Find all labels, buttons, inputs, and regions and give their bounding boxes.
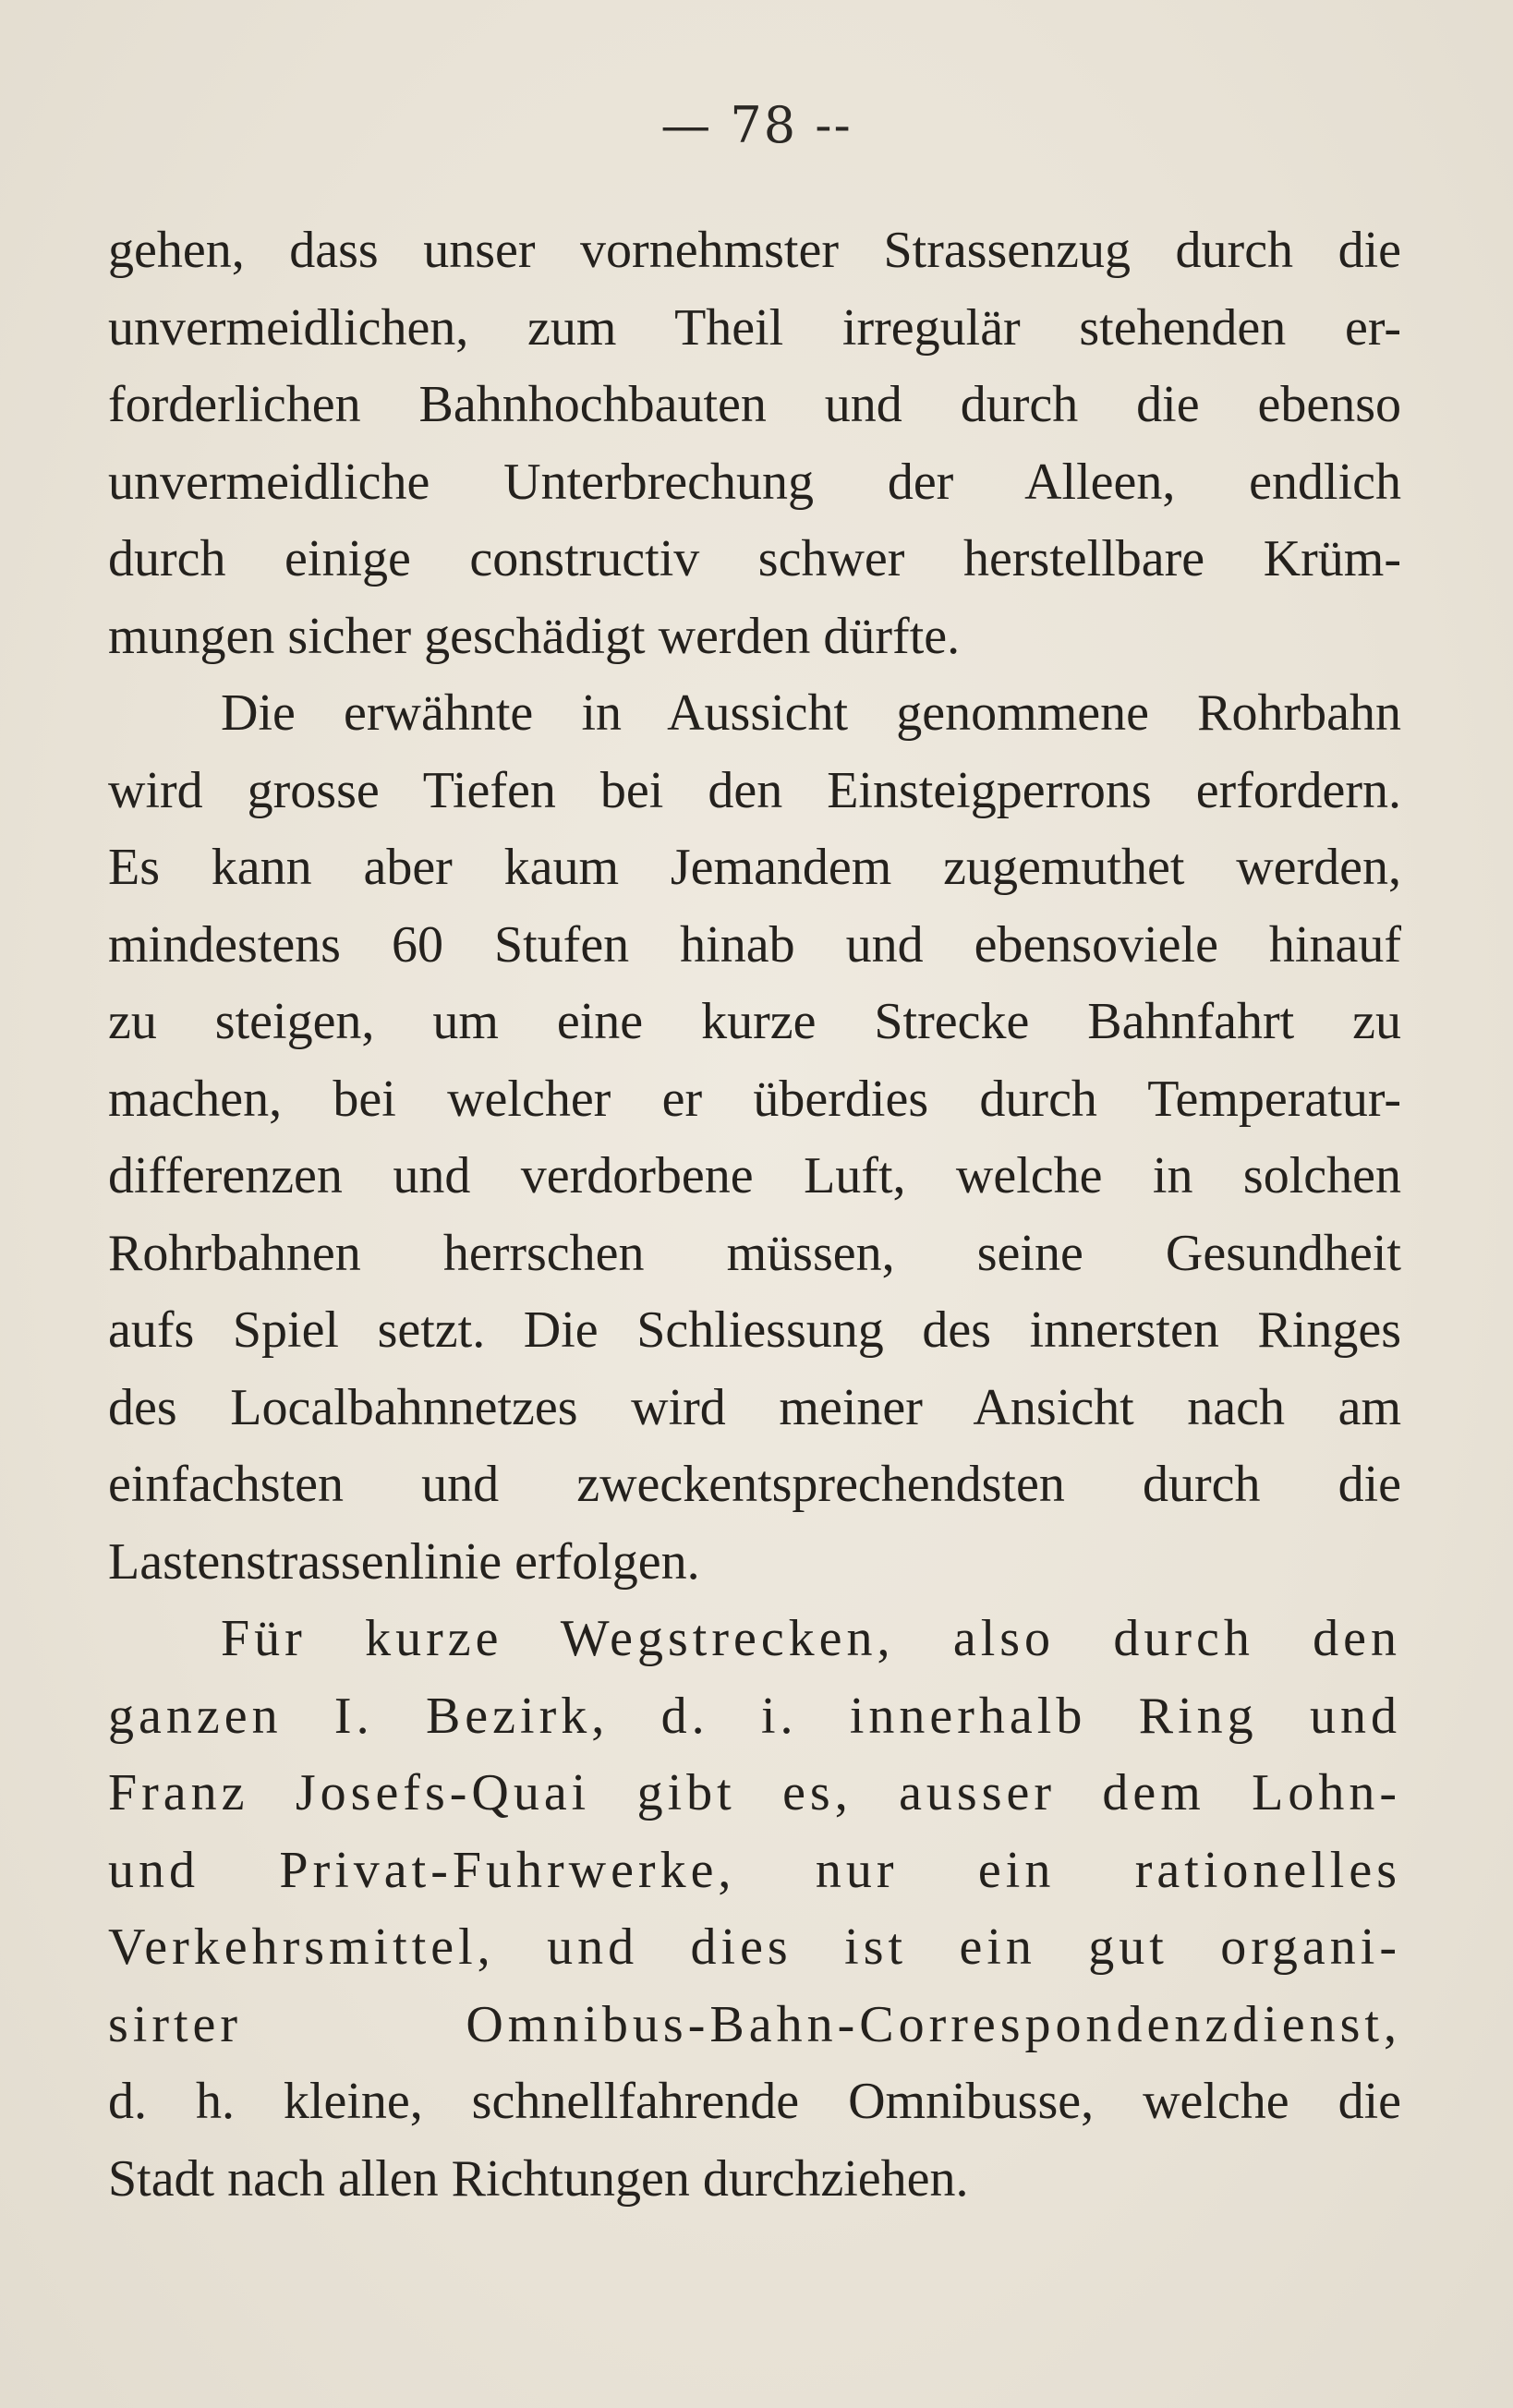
text-line: Stadt nach allen Richtungen durchziehen. bbox=[108, 2149, 969, 2208]
text-line: und Privat-Fuhrwerke, nur ein rationelles bbox=[108, 1841, 1401, 1899]
text-line: einfachsten und zweckentsprechendsten durch die bbox=[108, 1456, 1401, 1513]
text-line: forderlichen Bahnhochbauten und durch die ebenso bbox=[108, 376, 1401, 433]
text-line: differenzen und verdorbene Luft, welche in solchen bbox=[108, 1147, 1401, 1204]
text-line: sirter Omnibus-Bahn-Correspondenzdienst, bbox=[108, 1995, 1401, 2053]
text-line: Franz Josefs-Quai gibt es, ausser dem Lohn- bbox=[108, 1764, 1401, 1821]
page-number: — 78 -- bbox=[660, 96, 853, 154]
text-line: wird grosse Tiefen bei den Einsteigperrons erfordern. bbox=[108, 761, 1401, 819]
text-line: des Localbahnnetzes wird meiner Ansicht nach am bbox=[108, 1378, 1401, 1436]
text-line: mungen sicher geschädigt werden dürfte. bbox=[108, 607, 961, 665]
text-line: aufs Spiel setzt. Die Schliessung des innersten Ringes bbox=[108, 1301, 1401, 1359]
text-line: Es kann aber kaum Jemandem zugemuthet werden, bbox=[108, 839, 1401, 896]
text-line: unvermeidliche Unterbrechung der Alleen, endlich bbox=[108, 453, 1401, 511]
text-line: gehen, dass unser vornehmster Strassenzug durch die bbox=[108, 222, 1401, 279]
text-line: d. h. kleine, schnellfahrende Omnibusse, welche die bbox=[108, 2073, 1401, 2130]
paragraph-2 bbox=[108, 675, 1401, 1601]
text-line: durch einige constructiv schwer herstellbare Krüm- bbox=[108, 530, 1401, 587]
text-line: Für kurze Wegstrecken, also durch den bbox=[221, 1610, 1401, 1667]
text-line: Rohrbahnen herrschen müssen, seine Gesundheit bbox=[108, 1224, 1401, 1282]
text-line: machen, bei welcher er überdies durch Temperatur- bbox=[108, 1070, 1401, 1128]
body-text bbox=[108, 212, 1401, 2218]
text-line: zu steigen, um eine kurze Strecke Bahnfahrt zu bbox=[108, 993, 1401, 1050]
text-line: unvermeidlichen, zum Theil irregulär stehenden er- bbox=[108, 298, 1401, 357]
text-line: ganzen I. Bezirk, d. i. innerhalb Ring und bbox=[108, 1687, 1401, 1745]
text-line: Lastenstrassenlinie erfolgen. bbox=[108, 1532, 700, 1591]
text-line: mindestens 60 Stufen hinab und ebensoviele hinauf bbox=[108, 915, 1401, 974]
paragraph-1 bbox=[108, 212, 1401, 675]
text-line: Verkehrsmittel, und dies ist ein gut organi- bbox=[108, 1918, 1401, 1976]
text-line: Die erwähnte in Aussicht genommene Rohrbahn bbox=[221, 684, 1401, 742]
paragraph-3 bbox=[108, 1601, 1401, 2218]
